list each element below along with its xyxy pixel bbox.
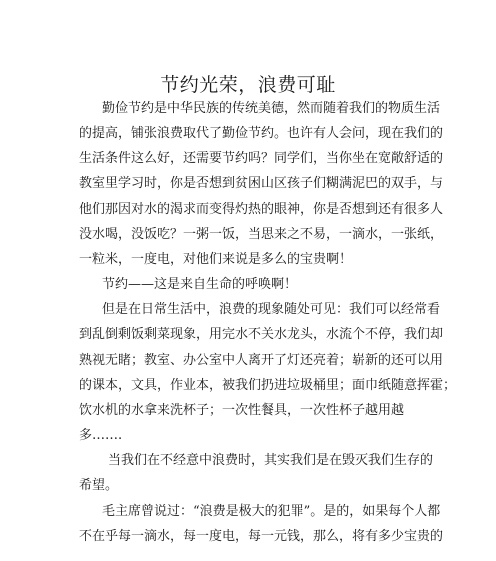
text-line: 教室里学习时，你是否想到贫困山区孩子们糊满泥巴的双手，与 <box>79 176 444 192</box>
text-line: 生活条件这么好，还需要节约吗？同学们，当你坐在宽敞舒适的 <box>79 151 444 167</box>
document-title: 节约光荣，浪费可耻 <box>160 74 336 96</box>
text-line: 多……. <box>79 428 123 444</box>
text-line: 勤俭节约是中华民族的传统美德，然而随着我们的物质生活 <box>102 101 441 116</box>
text-line: 熟视无睹；教室、办公室中人离开了灯还亮着；崭新的还可以用 <box>79 352 444 368</box>
text-line: 没水喝，没饭吃？一粥一饭，当思来之不易，一滴水，一张纸， <box>79 226 444 242</box>
text-line: 一粒米，一度电，对他们来说是多么的宝贵啊！ <box>79 251 353 267</box>
text-line: 当我们在不经意中浪费时，其实我们是在毁灭我们生存的 <box>108 453 434 469</box>
paragraph-4 <box>79 448 434 498</box>
text-line: 的提高，铺张浪费取代了勤俭节约。也许有人会问，现在我们的 <box>79 126 444 142</box>
text-line: 到乱倒剩饭剩菜现象，用完水不关水龙头，水流个不停，我们却 <box>79 327 444 343</box>
paragraph-5 <box>79 499 444 549</box>
text-line: 希望。 <box>79 478 119 494</box>
text-line: 节约——这是来自生命的呼唤啊！ <box>102 277 298 293</box>
text-line: 但是在日常生活中，浪费的现象随处可见：我们可以经常看 <box>102 302 441 318</box>
text-line: 不在乎每一滴水，每一度电，每一元钱，那么，将有多少宝贵的 <box>79 528 444 544</box>
text-line: 他们那因对水的渴求而变得灼热的眼神，你是否想到还有很多人 <box>79 201 444 217</box>
document-body <box>79 96 457 549</box>
paragraph-2 <box>79 272 424 297</box>
text-line: 的课本，文具，作业本，被我们扔进垃圾桶里；面巾纸随意挥霍； <box>79 377 457 393</box>
text-line: 毛主席曾说过：“浪费是极大的犯罪”。是的，如果每个人都 <box>102 503 441 519</box>
paragraph-1 <box>79 96 444 272</box>
text-line: 饮水机的水拿来洗杯子；一次性餐具，一次性杯子越用越 <box>79 402 405 418</box>
paragraph-3 <box>79 297 457 448</box>
